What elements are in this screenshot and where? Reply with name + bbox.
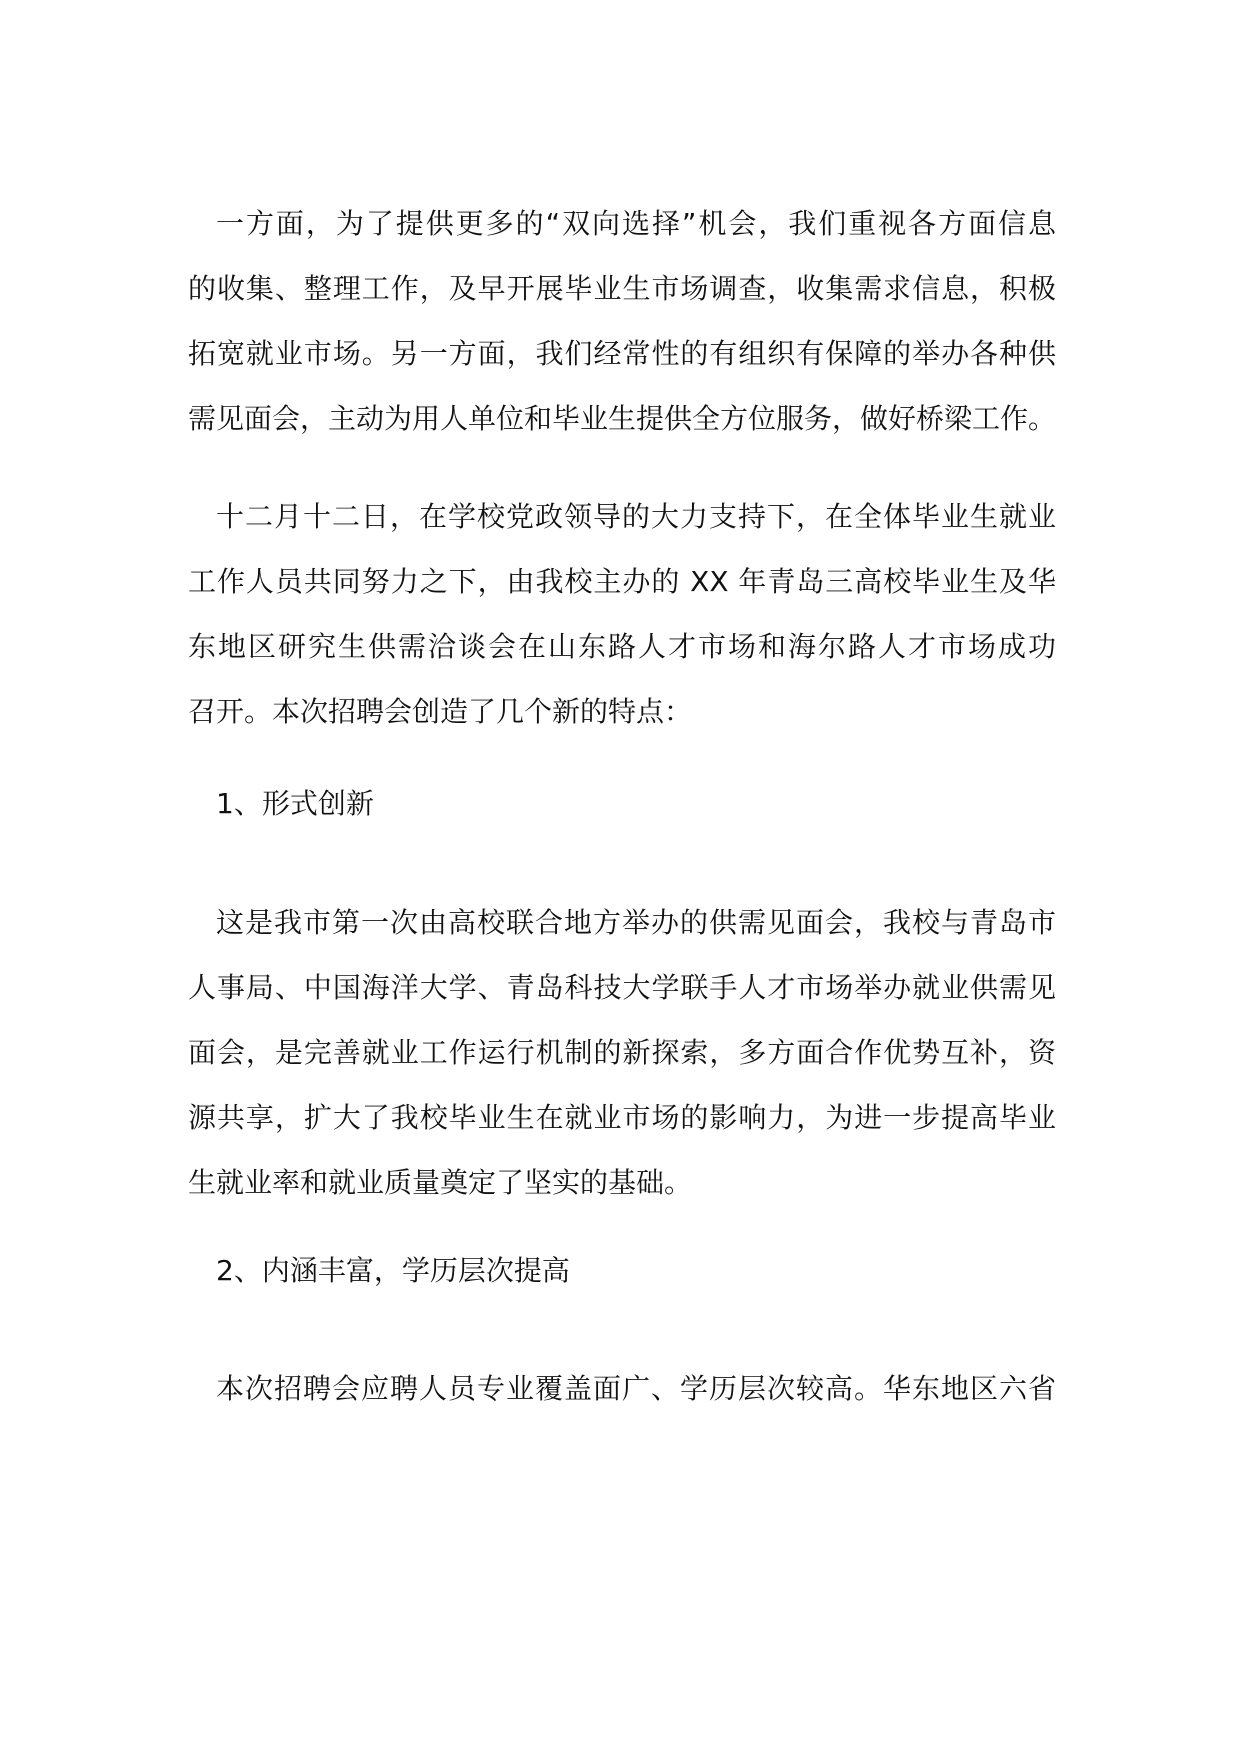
paragraph-2: [188, 484, 1056, 744]
paragraph-line: 人事局、中国海洋大学、青岛科技大学联手人才市场举办就业供需见: [188, 971, 1056, 1004]
paragraph-line: 本次招聘会应聘人员专业覆盖面广、学历层次较高。华东地区六省: [216, 1372, 1056, 1405]
paragraph-line: 的收集、整理工作，及早开展毕业生市场调查，收集需求信息，积极: [188, 272, 1056, 305]
paragraph-1: [188, 191, 1056, 451]
paragraph-line: 一方面，为了提供更多的“双向选择”机会，我们重视各方面信息: [216, 207, 1056, 240]
paragraph-line: 拓宽就业市场。另一方面，我们经常性的有组织有保障的举办各种供: [188, 337, 1056, 370]
paragraph-line: 东地区研究生供需洽谈会在山东路人才市场和海尔路人才市场成功: [188, 630, 1056, 663]
paragraph-4: [188, 1356, 1056, 1421]
paragraph-line: 十二月十二日，在学校党政领导的大力支持下，在全体毕业生就业: [216, 500, 1056, 533]
section-heading-1: [188, 771, 1056, 836]
paragraph-line: 面会，是完善就业工作运行机制的新探索，多方面合作优势互补，资: [188, 1036, 1056, 1069]
section-heading-2: [188, 1238, 1056, 1303]
section-heading-text: 2、内涵丰富，学历层次提高: [216, 1254, 570, 1287]
paragraph-3: [188, 890, 1056, 1215]
paragraph-line: 需见面会，主动为用人单位和毕业生提供全方位服务，做好桥梁工作。: [188, 402, 1056, 435]
paragraph-line: 工作人员共同努力之下，由我校主办的 XX 年青岛三高校毕业生及华: [188, 565, 1056, 598]
paragraph-line: 这是我市第一次由高校联合地方举办的供需见面会，我校与青岛市: [216, 906, 1056, 939]
paragraph-line: 源共享，扩大了我校毕业生在就业市场的影响力，为进一步提高毕业: [188, 1101, 1056, 1134]
paragraph-line: 生就业率和就业质量奠定了坚实的基础。: [188, 1166, 693, 1199]
section-heading-text: 1、形式创新: [216, 787, 374, 820]
paragraph-line: 召开。本次招聘会创造了几个新的特点：: [188, 695, 693, 728]
